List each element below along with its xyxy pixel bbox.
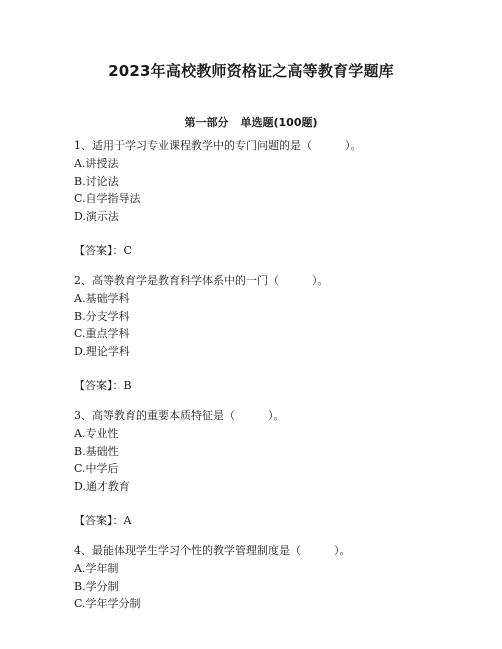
section-part: 第一部分: [184, 116, 229, 129]
question-text: 3、高等教育的重要本质特征是（ ）。: [74, 409, 285, 422]
option-d: D.演示法: [74, 209, 119, 223]
option-b: B.基础性: [74, 444, 119, 458]
option-b: B.分支学科: [74, 309, 130, 323]
question-block: [74, 542, 474, 613]
option-b: B.学分制: [74, 579, 119, 593]
section-name: 单选题(100题): [240, 116, 318, 129]
question-text: 1、适用于学习专业课程教学中的专门问题的是（ ）。: [74, 139, 362, 152]
question-list: [74, 137, 474, 613]
option-a: A.基础学科: [74, 292, 130, 305]
option-c: C.中学后: [74, 462, 119, 475]
option-a: A.讲授法: [74, 157, 119, 170]
option-c: C.自学指导法: [74, 192, 141, 205]
option-c: C.学年学分制: [74, 597, 141, 610]
document-title: 2023年高校教师资格证之高等教育学题库: [108, 62, 394, 80]
option-b: B.讨论法: [74, 174, 119, 188]
answer-line: 【答案】：A: [74, 514, 132, 527]
option-d: D.通才教育: [74, 479, 130, 493]
answer-line: 【答案】：B: [74, 379, 132, 392]
question-block: [74, 137, 474, 260]
option-a: A.专业性: [74, 427, 119, 440]
option-a: A.学年制: [74, 562, 119, 575]
question-block: [74, 407, 474, 530]
option-d: D.理论学科: [74, 344, 130, 358]
answer-line: 【答案】：C: [74, 244, 132, 257]
question-text: 4、最能体现学生学习个性的教学管理制度是（ ）。: [74, 544, 351, 557]
section-heading: [0, 114, 502, 130]
question-text: 2、高等教育学是教育科学体系中的一门（ ）。: [74, 274, 329, 287]
question-block: [74, 272, 474, 395]
option-c: C.重点学科: [74, 327, 130, 340]
